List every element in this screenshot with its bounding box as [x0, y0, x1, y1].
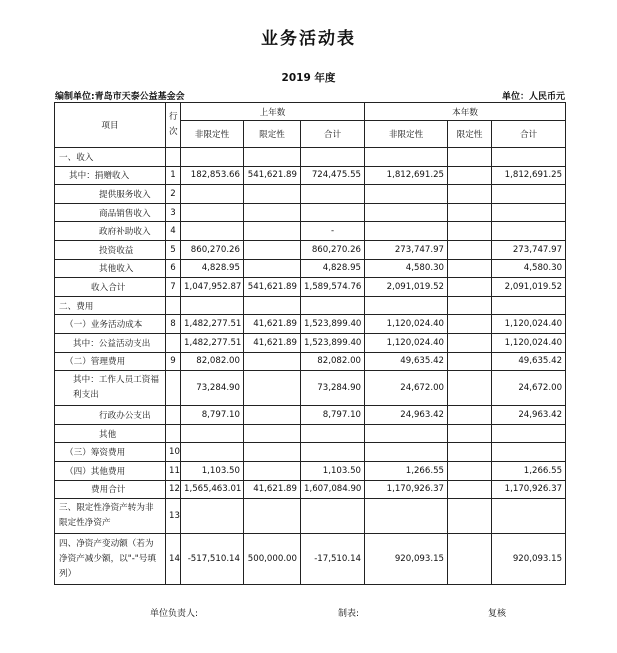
row-line-number	[166, 296, 181, 315]
row-item-label: （四）其他费用	[55, 461, 166, 480]
row-line-number	[166, 406, 181, 425]
row-value-p-t: 73,284.90	[301, 371, 365, 406]
row-item-label: （二）管理费用	[55, 352, 166, 371]
row-value-c-r	[448, 259, 492, 278]
row-value-c-u: 273,747.97	[365, 240, 448, 259]
row-value-c-t: 1,120,024.40	[492, 315, 566, 334]
row-item-label: 二、费用	[55, 296, 166, 315]
table-row	[55, 315, 566, 334]
row-value-p-t: 1,523,899.40	[301, 315, 365, 334]
row-value-c-r	[448, 166, 492, 185]
row-item-label: 三、限定性净资产转为非限定性净资产	[55, 499, 166, 534]
table-row	[55, 499, 566, 534]
row-line-number: 3	[166, 203, 181, 222]
row-value-c-t: 920,093.15	[492, 534, 566, 585]
header-this-total: 合计	[492, 121, 566, 148]
row-line-number: 2	[166, 185, 181, 204]
row-line-number: 12	[166, 480, 181, 499]
reporting-entity: 编制单位:青岛市天泰公益基金会	[55, 92, 185, 102]
table-row	[55, 480, 566, 499]
row-value-c-u: 24,672.00	[365, 371, 448, 406]
row-value-p-t: 8,797.10	[301, 406, 365, 425]
row-value-p-u: 1,565,463.01	[181, 480, 244, 499]
header-prev-unrestricted: 非限定性	[181, 121, 244, 148]
row-value-p-t	[301, 185, 365, 204]
row-item-label: 政府补助收入	[55, 222, 166, 241]
header-prev-restricted: 限定性	[244, 121, 301, 148]
row-value-p-u: 1,103.50	[181, 461, 244, 480]
row-value-p-r	[244, 240, 301, 259]
row-value-p-r	[244, 371, 301, 406]
row-item-label: 其中：捐赠收入	[55, 166, 166, 185]
row-value-p-u	[181, 185, 244, 204]
row-value-c-r	[448, 352, 492, 371]
table-row	[55, 240, 566, 259]
row-value-p-r	[244, 185, 301, 204]
row-value-c-u	[365, 222, 448, 241]
row-value-p-u	[181, 296, 244, 315]
row-value-c-r	[448, 406, 492, 425]
row-line-number: 14	[166, 534, 181, 585]
row-item-label: 费用合计	[55, 480, 166, 499]
row-value-p-t: 4,828.95	[301, 259, 365, 278]
table-row	[55, 443, 566, 462]
row-value-c-r	[448, 203, 492, 222]
row-value-c-t: 1,170,926.37	[492, 480, 566, 499]
row-value-c-t: 1,812,691.25	[492, 166, 566, 185]
row-value-p-r	[244, 499, 301, 534]
row-value-p-r: 41,621.89	[244, 480, 301, 499]
row-value-c-t: 24,963.42	[492, 406, 566, 425]
table-row	[55, 296, 566, 315]
row-value-p-u: -517,510.14	[181, 534, 244, 585]
row-line-number: 9	[166, 352, 181, 371]
row-line-number: 8	[166, 315, 181, 334]
row-line-number	[166, 371, 181, 406]
row-value-c-t: 273,747.97	[492, 240, 566, 259]
row-item-label: 四、净资产变动额（若为净资产减少额，以"-"号填列）	[55, 534, 166, 585]
row-value-p-u: 1,482,277.51	[181, 333, 244, 352]
row-value-p-r	[244, 424, 301, 443]
row-value-p-t: 1,523,899.40	[301, 333, 365, 352]
row-value-c-u	[365, 499, 448, 534]
table-row	[55, 333, 566, 352]
table-row	[55, 461, 566, 480]
row-line-number: 7	[166, 278, 181, 297]
row-value-p-t	[301, 148, 365, 167]
header-item: 项目	[55, 103, 166, 148]
row-value-c-r	[448, 315, 492, 334]
row-value-p-u: 73,284.90	[181, 371, 244, 406]
row-value-p-u: 182,853.66	[181, 166, 244, 185]
row-value-c-t: 1,266.55	[492, 461, 566, 480]
row-item-label: 一、收入	[55, 148, 166, 167]
row-value-p-t: 1,103.50	[301, 461, 365, 480]
row-line-number	[166, 333, 181, 352]
row-value-c-t: 4,580.30	[492, 259, 566, 278]
row-value-c-u: 1,812,691.25	[365, 166, 448, 185]
row-value-c-r	[448, 185, 492, 204]
row-value-p-t: 1,607,084.90	[301, 480, 365, 499]
row-value-c-u: 49,635.42	[365, 352, 448, 371]
row-value-p-t: 82,082.00	[301, 352, 365, 371]
row-value-p-r: 541,621.89	[244, 166, 301, 185]
table-row	[55, 371, 566, 406]
row-value-p-r	[244, 259, 301, 278]
row-value-c-r	[448, 371, 492, 406]
row-item-label: 收入合计	[55, 278, 166, 297]
header-this-unrestricted: 非限定性	[365, 121, 448, 148]
row-line-number: 5	[166, 240, 181, 259]
row-value-c-t	[492, 222, 566, 241]
row-value-c-t: 2,091,019.52	[492, 278, 566, 297]
row-value-c-r	[448, 296, 492, 315]
row-value-c-u	[365, 185, 448, 204]
table-row	[55, 222, 566, 241]
row-value-p-r	[244, 148, 301, 167]
report-title: 业务活动表	[261, 29, 356, 49]
table-row	[55, 278, 566, 297]
report-year: 2019 年度	[281, 72, 336, 84]
row-item-label: 投资收益	[55, 240, 166, 259]
row-value-p-t: 1,589,574.76	[301, 278, 365, 297]
row-item-label: 其中：公益活动支出	[55, 333, 166, 352]
row-line-number	[166, 424, 181, 443]
row-value-p-u: 8,797.10	[181, 406, 244, 425]
row-value-p-u	[181, 148, 244, 167]
footer-reviewer: 复核	[488, 609, 507, 619]
row-value-p-t: -	[301, 222, 365, 241]
row-value-p-t: -17,510.14	[301, 534, 365, 585]
table-row	[55, 424, 566, 443]
row-value-p-u	[181, 203, 244, 222]
row-value-c-r	[448, 424, 492, 443]
row-value-c-u: 1,266.55	[365, 461, 448, 480]
row-value-p-t	[301, 443, 365, 462]
row-item-label: 行政办公支出	[55, 406, 166, 425]
row-value-p-r: 500,000.00	[244, 534, 301, 585]
table-row	[55, 406, 566, 425]
row-value-p-r: 41,621.89	[244, 333, 301, 352]
row-value-c-u: 1,120,024.40	[365, 333, 448, 352]
row-value-p-r	[244, 222, 301, 241]
row-item-label: 其他	[55, 424, 166, 443]
row-value-c-u	[365, 148, 448, 167]
row-value-c-u	[365, 424, 448, 443]
row-value-c-r	[448, 333, 492, 352]
row-line-number: 10	[166, 443, 181, 462]
row-value-p-r	[244, 203, 301, 222]
row-value-c-r	[448, 499, 492, 534]
row-value-c-t: 49,635.42	[492, 352, 566, 371]
header-prev-total: 合计	[301, 121, 365, 148]
row-item-label: （一）业务活动成本	[55, 315, 166, 334]
row-value-p-r	[244, 461, 301, 480]
row-value-c-u: 1,170,926.37	[365, 480, 448, 499]
row-value-c-u: 4,580.30	[365, 259, 448, 278]
table-row	[55, 166, 566, 185]
row-value-c-r	[448, 148, 492, 167]
row-value-p-u	[181, 499, 244, 534]
row-value-p-t	[301, 296, 365, 315]
row-value-c-t	[492, 424, 566, 443]
row-value-c-t	[492, 203, 566, 222]
row-value-c-r	[448, 443, 492, 462]
row-line-number: 1	[166, 166, 181, 185]
table-row	[55, 534, 566, 585]
row-value-p-t	[301, 203, 365, 222]
activity-statement-table	[54, 102, 566, 585]
row-item-label: 商品销售收入	[55, 203, 166, 222]
table-row	[55, 148, 566, 167]
row-value-c-u: 920,093.15	[365, 534, 448, 585]
row-value-c-u	[365, 443, 448, 462]
row-value-p-t: 860,270.26	[301, 240, 365, 259]
row-value-p-u: 4,828.95	[181, 259, 244, 278]
row-value-p-u: 1,482,277.51	[181, 315, 244, 334]
row-value-p-t	[301, 424, 365, 443]
row-value-p-r	[244, 443, 301, 462]
row-item-label: 其他收入	[55, 259, 166, 278]
row-value-c-u: 24,963.42	[365, 406, 448, 425]
row-value-p-u: 82,082.00	[181, 352, 244, 371]
header-this-year: 本年数	[365, 103, 566, 121]
row-value-c-t: 24,672.00	[492, 371, 566, 406]
row-value-p-u	[181, 222, 244, 241]
table-row	[55, 352, 566, 371]
row-value-p-r	[244, 296, 301, 315]
row-value-c-r	[448, 461, 492, 480]
row-line-number: 4	[166, 222, 181, 241]
row-value-c-t	[492, 499, 566, 534]
header-this-restricted: 限定性	[448, 121, 492, 148]
table-row	[55, 185, 566, 204]
row-item-label: 其中：工作人员工资福利支出	[55, 371, 166, 406]
row-value-c-r	[448, 534, 492, 585]
row-value-c-u: 1,120,024.40	[365, 315, 448, 334]
row-value-p-r: 41,621.89	[244, 315, 301, 334]
row-value-c-t	[492, 185, 566, 204]
row-value-c-t	[492, 148, 566, 167]
row-value-c-u: 2,091,019.52	[365, 278, 448, 297]
row-line-number: 13	[166, 499, 181, 534]
row-value-c-u	[365, 296, 448, 315]
row-value-c-r	[448, 222, 492, 241]
table-row	[55, 259, 566, 278]
table-row	[55, 203, 566, 222]
row-line-number: 11	[166, 461, 181, 480]
row-value-p-r	[244, 352, 301, 371]
row-value-p-r	[244, 406, 301, 425]
row-line-number: 6	[166, 259, 181, 278]
row-line-number	[166, 148, 181, 167]
footer-preparer: 制表:	[338, 609, 360, 619]
footer-principal: 单位负责人:	[150, 609, 199, 619]
row-value-p-u: 860,270.26	[181, 240, 244, 259]
row-item-label: 提供服务收入	[55, 185, 166, 204]
row-value-c-r	[448, 480, 492, 499]
currency-unit: 单位：人民币元	[501, 92, 565, 102]
row-item-label: （三）筹资费用	[55, 443, 166, 462]
row-value-p-u	[181, 443, 244, 462]
row-value-p-r: 541,621.89	[244, 278, 301, 297]
row-value-c-r	[448, 278, 492, 297]
row-value-p-t: 724,475.55	[301, 166, 365, 185]
row-value-c-u	[365, 203, 448, 222]
header-prev-year: 上年数	[181, 103, 365, 121]
row-value-c-t	[492, 443, 566, 462]
row-value-p-u: 1,047,952.87	[181, 278, 244, 297]
row-value-p-t	[301, 499, 365, 534]
row-value-c-t: 1,120,024.40	[492, 333, 566, 352]
row-value-p-u	[181, 424, 244, 443]
row-value-c-r	[448, 240, 492, 259]
header-line: 行次	[166, 103, 181, 148]
row-value-c-t	[492, 296, 566, 315]
